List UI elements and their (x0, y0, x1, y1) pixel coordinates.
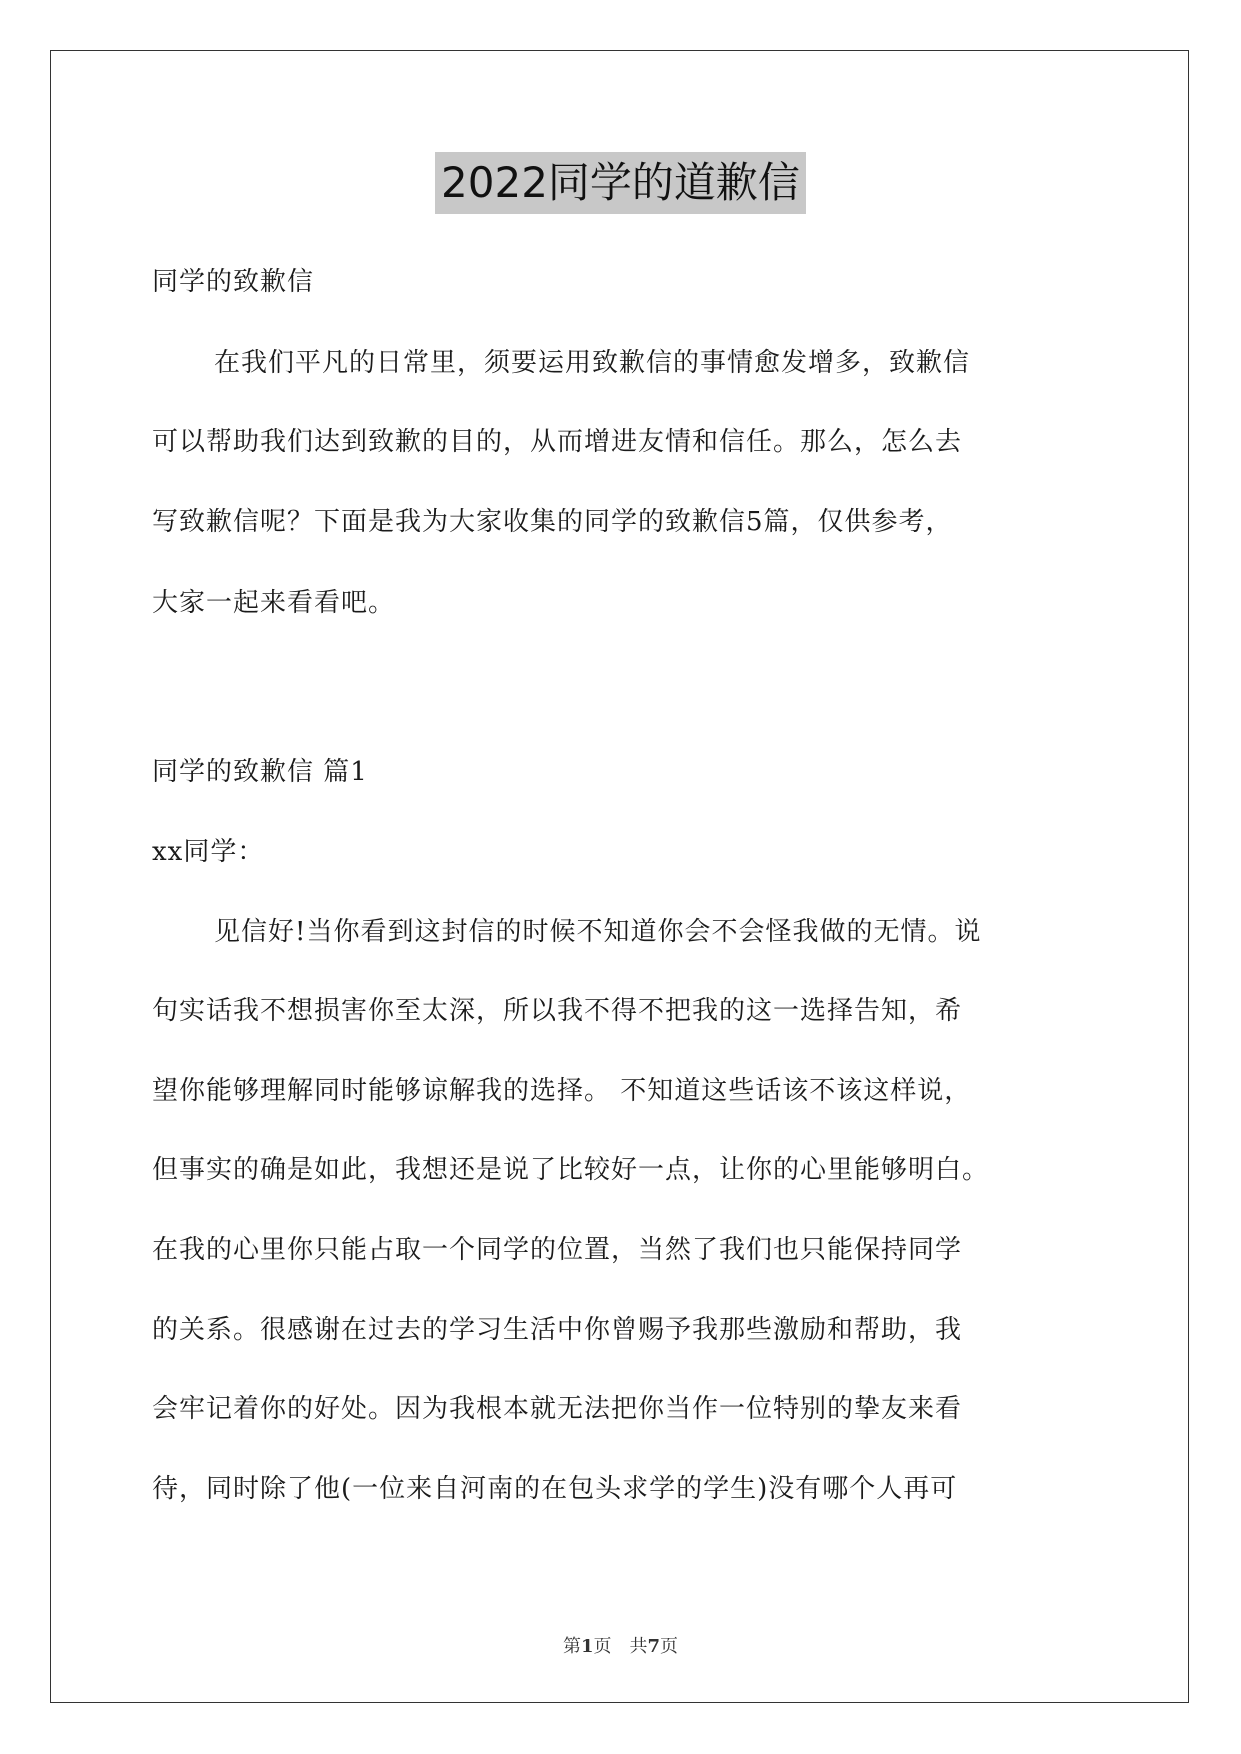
footer-prefix: 第 (562, 1636, 581, 1657)
salutation: xx同学： (152, 837, 265, 867)
body-line-3: 望你能够理解同时能够谅解我的选择。 不知道这些话该不该这样说， (152, 1076, 972, 1106)
footer-suffix: 页 (660, 1636, 679, 1657)
body-line-6: 的关系。很感谢在过去的学习生活中你曾赐予我那些激励和帮助，我 (152, 1315, 963, 1345)
title-container (0, 152, 1241, 214)
body-line-8: 待，同时除了他(一位来自河南的在包头求学的学生)没有哪个人再可 (152, 1474, 958, 1504)
body-line-5: 在我的心里你只能占取一个同学的位置，当然了我们也只能保持同学 (152, 1235, 963, 1265)
footer-total-pages: 7 (647, 1636, 661, 1657)
footer-current-page: 1 (580, 1636, 594, 1657)
section-heading: 同学的致歉信 (152, 267, 315, 297)
document-title: 2022同学的道歉信 (435, 152, 806, 214)
body-line-7: 会牢记着你的好处。因为我根本就无法把你当作一位特别的挚友来看 (152, 1394, 963, 1424)
body-line-4: 但事实的确是如此，我想还是说了比较好一点，让你的心里能够明白。 (152, 1155, 990, 1185)
page-footer (0, 1632, 1241, 1658)
body-line-1: 见信好!当你看到这封信的时候不知道你会不会怪我做的无情。说 (214, 917, 982, 947)
letter-heading: 同学的致歉信 篇1 (152, 757, 368, 787)
intro-line-3: 写致歉信呢？下面是我为大家收集的同学的致歉信5篇，仅供参考， (152, 507, 953, 537)
intro-line-2: 可以帮助我们达到致歉的目的，从而增进友情和信任。那么，怎么去 (152, 427, 963, 457)
body-line-2: 句实话我不想损害你至太深，所以我不得不把我的这一选择告知，希 (152, 996, 963, 1026)
intro-line-1: 在我们平凡的日常里，须要运用致歉信的事情愈发增多，致歉信 (214, 348, 971, 378)
intro-line-4: 大家一起来看看吧。 (152, 588, 396, 618)
footer-mid: 页 共 (593, 1636, 648, 1657)
